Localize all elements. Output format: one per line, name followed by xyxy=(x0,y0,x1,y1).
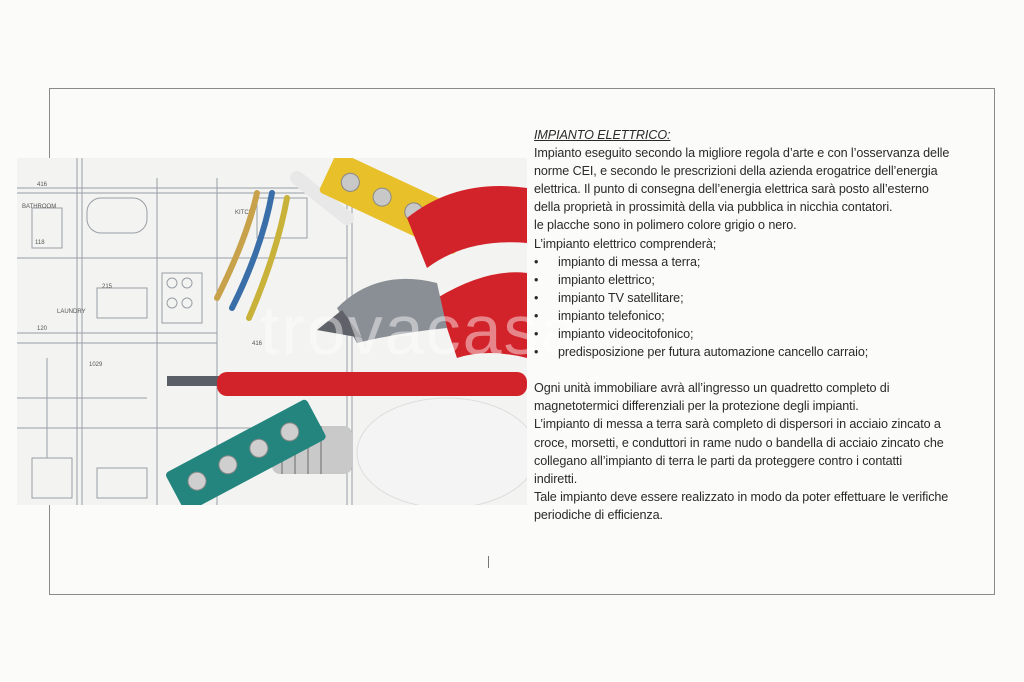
closing-line: magnetotermici differenziali per la protezione degli impianti. xyxy=(534,399,859,414)
closing-line: croce, morsetti, e conduttori in rame nudo o bandella di acciaio zincato che xyxy=(534,435,944,450)
intro-line: Impianto eseguito secondo la migliore regola d’arte e con l’osservanza delle xyxy=(534,146,950,161)
list-item: • impianto telefonico; xyxy=(534,307,994,325)
list-item: • impianto elettrico; xyxy=(534,271,994,289)
section-title: IMPIANTO ELETTRICO: xyxy=(534,128,671,142)
closing-line: Ogni unità immobiliare avrà all’ingresso un quadretto completo di xyxy=(534,381,890,396)
closing-line: L’impianto di messa a terra sarà completo di dispersori in acciaio zincato a xyxy=(534,417,941,432)
intro-line: L’impianto elettrico comprenderà; xyxy=(534,236,717,251)
plan-label-416a: 416 xyxy=(37,182,48,188)
list-item: • predisposizione per futura automazione cancello carraio; xyxy=(534,343,994,361)
text-cursor-mark xyxy=(488,556,489,568)
intro-paragraph xyxy=(534,144,994,253)
closing-line: Tale impianto deve essere realizzato in modo da poter effettuare le verifiche xyxy=(534,489,949,504)
list-item: • impianto videocitofonico; xyxy=(534,325,994,343)
intro-line: della proprietà in prossimità della via pubblica in nicchia contatori. xyxy=(534,200,893,215)
closing-line: collegano all’impianto di terra le parti da proteggere contro i contatti xyxy=(534,453,903,468)
closing-line: periodiche di efficienza. xyxy=(534,507,663,522)
intro-line: le placche sono in polimero colore grigio o nero. xyxy=(534,218,797,233)
installation-list xyxy=(534,253,994,362)
list-item: • impianto di messa a terra; xyxy=(534,253,994,271)
intro-line: elettrica. Il punto di consegna dell’energia elettrica sarà posto all’esterno xyxy=(534,182,929,197)
plan-label-120: 120 xyxy=(37,326,48,332)
electrical-tools-photo xyxy=(17,158,527,505)
plan-label-bathroom: BATHROOM xyxy=(22,204,57,210)
plan-label-1029: 1029 xyxy=(89,362,103,368)
list-item: • impianto TV satellitare; xyxy=(534,289,994,307)
plan-label-kitchen: KITCH xyxy=(235,210,253,216)
intro-line: norme CEI, e secondo le prescrizioni della azienda erogatrice dell’energia xyxy=(534,164,938,179)
plan-label-215: 215 xyxy=(102,284,113,290)
plan-label-laundry: LAUNDRY xyxy=(57,309,86,315)
watermark: trovacasa xyxy=(260,291,582,369)
closing-paragraph xyxy=(534,379,994,524)
impianto-elettrico-section xyxy=(534,126,994,524)
closing-line: indiretti. xyxy=(534,471,578,486)
plan-label-118: 118 xyxy=(35,240,45,246)
plan-label-416b: 416 xyxy=(252,341,263,347)
